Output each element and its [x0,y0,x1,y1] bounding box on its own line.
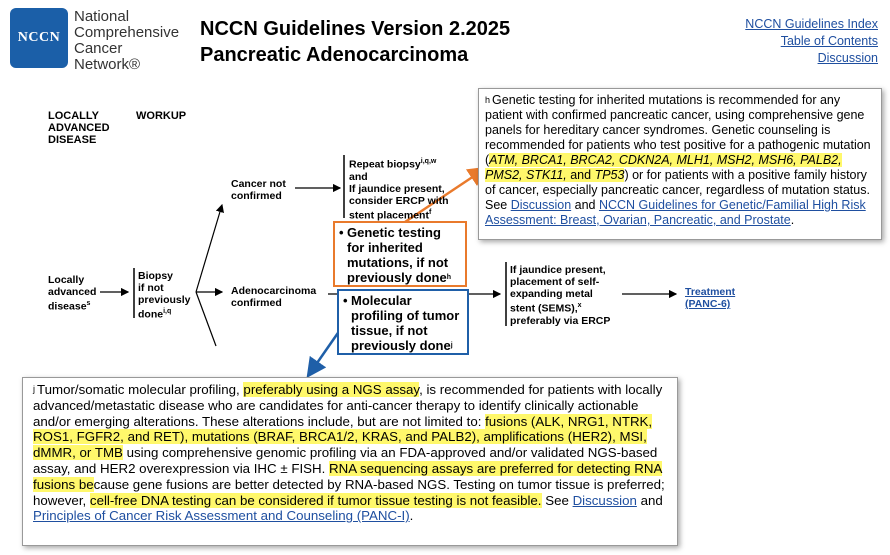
org-line: Cancer [74,40,123,57]
footnote-h-genetic-guidelines-link[interactable]: NCCN Guidelines for Genetic/Familial High Risk Assessment: Breast, Ovarian, Pancreatic, and Prostate [485,198,866,227]
footnote-h-discussion-link[interactable]: Discussion [510,198,572,212]
arrow-biopsy-cancer-not [196,205,222,292]
footnote-j-risk-assessment-link[interactable]: Principles of Cancer Risk Assessment and Counseling (PANC-I) [33,508,410,524]
footnote-j-discussion-link[interactable]: Discussion [572,492,637,508]
footnote-h-mark: h [485,95,491,105]
footnote-j-box: $^j$ Tumor/somatic molecular profiling, preferably using a NGS assay, is recommended for patients with locally advanced/metastatic disease who are candidates for anti-cancer therapy to identify clinically actionable and/or emerging alterations. These alterations include, but are not limited to: fusions (ALK, NRG1, NTRK, ROS1, FGFR2, and RET), mutations (BRAF, BRCA1/2, KRAS, and PALB2), amplifications (HER2), MSI, dMMR, or TMB using comprehensive genomic profiling via an FDA-approved and/or validated NGS-based assay, and HER2 overexpression via IHC ± FISH. RNA sequencing assays are preferred for detecting RNA fusions because gene fusions are better detected by RNA-based NGS. Testing on tumor tissue is preferred; however, cell-free DNA testing can be considered if tumor tissue testing is not feasible. See Discussion and Principles of Cancer Risk Assessment and Counseling (PANC-I). [22,377,678,546]
footnote-h-box: $^h$ Genetic testing for inherited mutations is recommended for any patient with confirmed pancreatic cancer, using comprehensive gene panels for hereditary cancer syndromes. Genetic counseling is recommended for patients who test positive for a pathogenic mutation (ATM, BRCA1, BRCA2, CDKN2A, MLH1, MSH2, MSH6, PALB2, PMS2, STK11, and TP53) or for patients with a positive family history of cancer, especially pancreatic cancer, regardless of mutation status. See Discussion and NCCN Guidelines for Genetic/Familial High Risk Assessment: Breast, Ovarian, Pancreatic, and Prostate. [478,88,882,240]
title-version: NCCN Guidelines Version 2.2025 [200,18,511,40]
org-line: Comprehensive [74,24,180,41]
footnote-j-mark: j [33,384,35,394]
node-biopsy: Biopsy if not previously done$^{i,q}$ [138,270,191,321]
link-table-of-contents[interactable]: Table of Contents [780,34,878,48]
node-cancer-not-confirmed: Cancer not confirmed [231,178,286,202]
node-adenocarcinoma-confirmed: Adenocarcinoma confirmed [231,285,317,309]
link-discussion[interactable]: Discussion [817,51,878,65]
node-repeat-biopsy: Repeat biopsy$^{i,q,w}$ and If jaundice present, consider ERCP with stent placement$^f$ [349,158,449,221]
gene-list-highlight: ATM, BRCA1, BRCA2, CDKN2A, MLH1, MSH2, MSH6, PALB2, PMS2, STK11, [485,153,842,182]
node-treatment-link[interactable]: Treatment (PANC-6) [685,286,736,310]
column-header-workup: WORKUP [136,110,187,122]
org-line: National [74,8,130,25]
title-disease: Pancreatic Adenocarcinoma [200,44,469,66]
callout-genetic-testing: • Genetic testing for inherited mutations, if not previously done h [333,221,467,287]
node-locally-advanced: Locally advanced disease$^s$ [48,274,97,313]
node-jaundice-sems: If jaundice present, placement of self- expanding metal stent (SEMS),$^x$ preferably via ERCP [510,264,611,327]
arrow-blue-pointer [308,330,340,376]
alterations-highlight: fusions (ALK, NRG1, NTRK, ROS1, FGFR2, and RET), mutations (BRAF, BRCA1/2, KRAS, and PALB2), amplifications (HER2), MSI, dMMR, or TMB [33,413,653,461]
org-line: Network® [74,56,141,73]
callout-molecular-profiling: • Molecular profiling of tumor tissue, if not previously done j [337,289,469,355]
nccn-logo: NCCN [10,8,68,68]
column-header-locally: LOCALLY ADVANCED DISEASE [48,110,110,146]
line-biopsy-down [196,292,216,346]
link-guidelines-index[interactable]: NCCN Guidelines Index [745,17,878,31]
